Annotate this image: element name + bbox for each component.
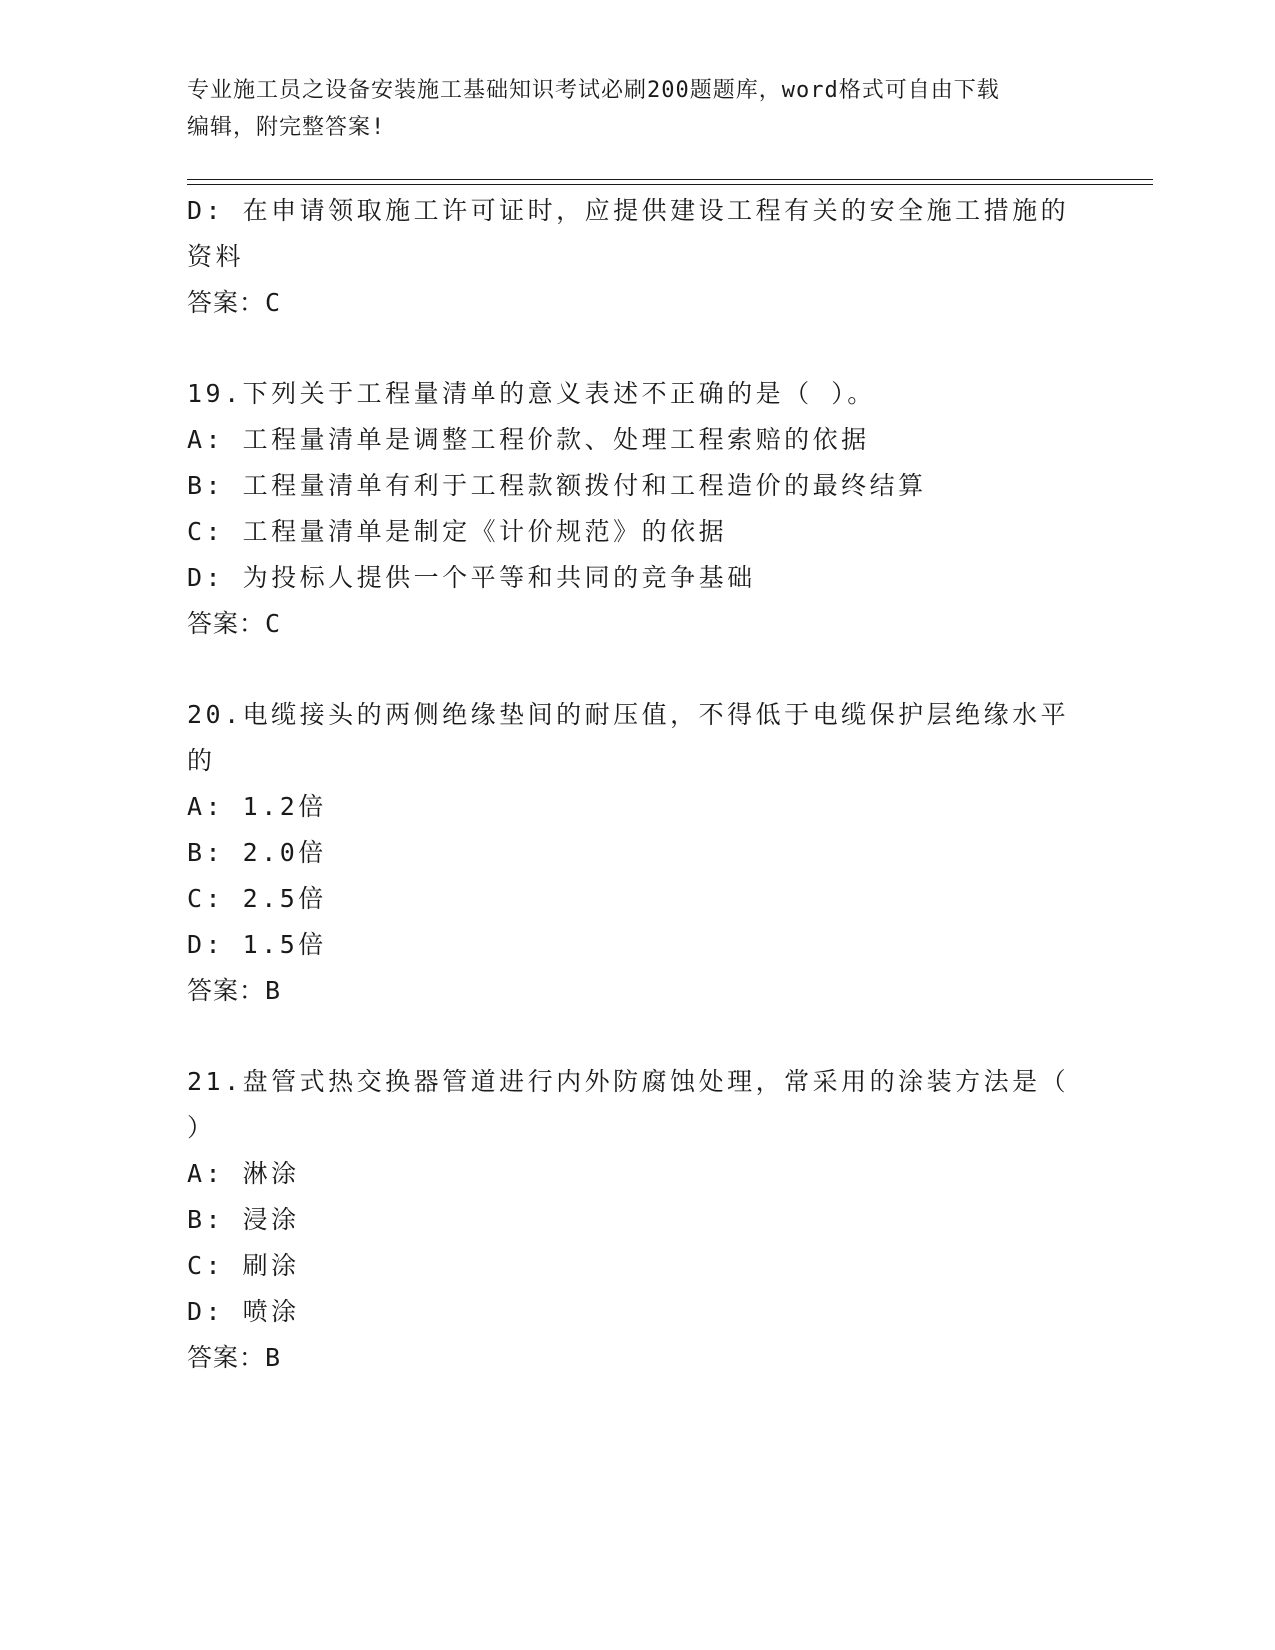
option-a: A: 1.2倍 [187, 792, 327, 821]
answer-line: 答案：B [187, 976, 282, 1005]
question-21 [187, 1059, 1087, 1381]
spacer [187, 647, 1087, 692]
option-b: B: 浸涂 [187, 1205, 300, 1234]
document-header [187, 72, 1077, 146]
option-c: C: 2.5倍 [187, 884, 327, 913]
option-d-continued: 资料 [187, 242, 245, 271]
option-b: B: 2.0倍 [187, 838, 327, 867]
option-c: C: 刷涂 [187, 1251, 300, 1280]
option-d: D: 喷涂 [187, 1297, 300, 1326]
question-stem: 21.盘管式热交换器管道进行内外防腐蚀处理，常采用的涂装方法是（ [187, 1067, 1070, 1096]
header-title-line-1: 专业施工员之设备安装施工基础知识考试必刷200题题库，word格式可自由下载 [187, 78, 1000, 103]
spacer [187, 1014, 1087, 1059]
question-stem-continued: 的 [187, 746, 216, 775]
option-d: D: 为投标人提供一个平等和共同的竞争基础 [187, 563, 756, 592]
answer-line: 答案：C [187, 288, 282, 317]
answer-line: 答案：C [187, 609, 282, 638]
question-stem: 20.电缆接头的两侧绝缘垫间的耐压值，不得低于电缆保护层绝缘水平 [187, 700, 1070, 729]
option-c: C: 工程量清单是制定《计价规范》的依据 [187, 517, 728, 546]
option-a: A: 工程量清单是调整工程价款、处理工程索赔的依据 [187, 425, 870, 454]
option-d: D: 1.5倍 [187, 930, 327, 959]
header-divider-bottom [187, 184, 1153, 185]
option-b: B: 工程量清单有利于工程款额拨付和工程造价的最终结算 [187, 471, 927, 500]
header-divider-top [187, 179, 1153, 180]
spacer [187, 326, 1087, 371]
question-19 [187, 371, 1087, 647]
option-d: D: 在申请领取施工许可证时，应提供建设工程有关的安全施工措施的 [187, 196, 1070, 225]
answer-line: 答案：B [187, 1343, 282, 1372]
previous-question-tail [187, 188, 1087, 326]
question-stem-continued: ） [187, 1113, 216, 1142]
header-title-line-2: 编辑，附完整答案! [187, 115, 386, 140]
question-list [187, 188, 1087, 1381]
question-stem: 19.下列关于工程量清单的意义表述不正确的是（ ）。 [187, 379, 876, 408]
option-a: A: 淋涂 [187, 1159, 300, 1188]
question-20 [187, 692, 1087, 1014]
